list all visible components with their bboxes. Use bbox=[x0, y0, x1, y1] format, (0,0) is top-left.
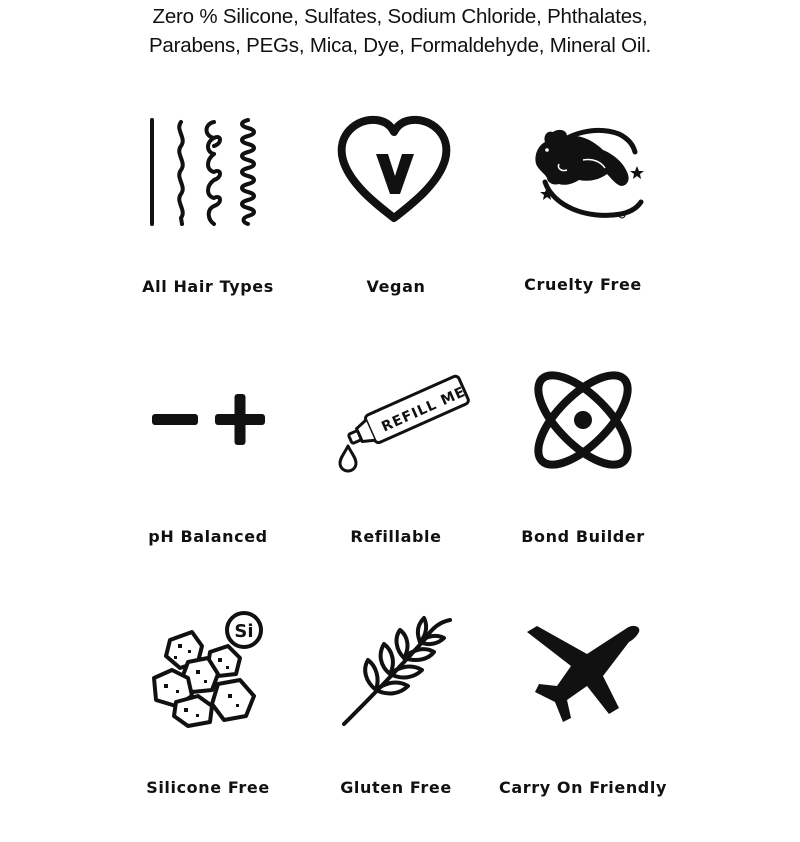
feature-gluten-free bbox=[296, 612, 496, 842]
airplane-icon bbox=[523, 612, 643, 732]
vegan-heart-icon bbox=[336, 110, 456, 230]
feature-label: Vegan bbox=[366, 277, 426, 296]
leaping-bunny-icon bbox=[523, 110, 643, 230]
feature-all-hair-types bbox=[108, 110, 308, 340]
si-text: Si bbox=[234, 621, 254, 642]
wheat-icon bbox=[336, 612, 456, 732]
feature-label: Bond Builder bbox=[521, 527, 645, 546]
feature-refillable bbox=[296, 360, 496, 590]
hair-types-icon bbox=[148, 110, 268, 230]
exclusions-line-2: Parabens, PEGs, Mica, Dye, Formaldehyde, Mineral Oil. bbox=[148, 34, 652, 57]
feature-label: Gluten Free bbox=[340, 778, 452, 797]
feature-label: pH Balanced bbox=[148, 527, 268, 546]
feature-label: Silicone Free bbox=[146, 778, 270, 797]
refill-bottle-icon bbox=[336, 360, 469, 480]
feature-cruelty-free bbox=[483, 110, 683, 340]
silicone-rocks-icon bbox=[148, 612, 268, 732]
atom-icon bbox=[523, 360, 643, 480]
minus-plus-icon bbox=[148, 360, 268, 480]
feature-carry-on-friendly bbox=[483, 612, 683, 842]
feature-label: Refillable bbox=[350, 527, 442, 546]
feature-bond-builder bbox=[483, 360, 683, 590]
feature-ph-balanced bbox=[108, 360, 308, 590]
exclusions-line-1: Zero % Silicone, Sulfates, Sodium Chloride, Phthalates, bbox=[152, 5, 648, 28]
feature-label: All Hair Types bbox=[142, 277, 274, 296]
feature-vegan bbox=[296, 110, 496, 340]
feature-silicone-free bbox=[108, 612, 308, 842]
refill-me-text: REFILL ME bbox=[379, 383, 469, 436]
ingredient-exclusions-text bbox=[0, 2, 800, 60]
feature-label: Carry On Friendly bbox=[499, 778, 667, 797]
feature-label: Cruelty Free bbox=[524, 275, 642, 294]
